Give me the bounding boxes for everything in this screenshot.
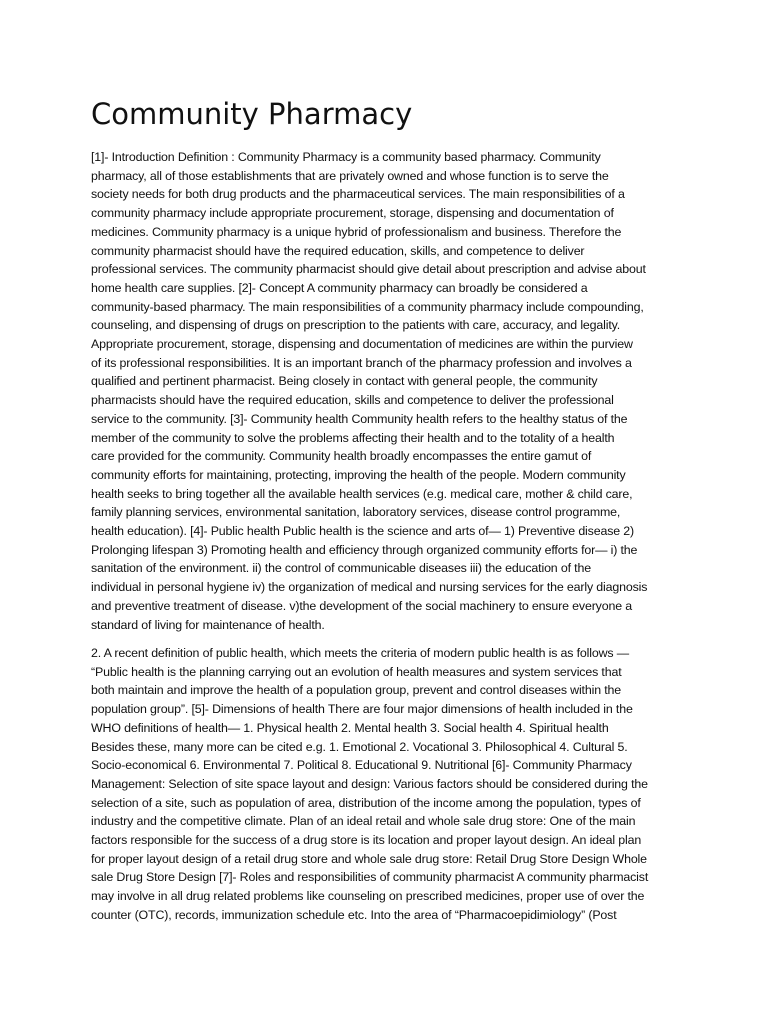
text-line: professional services. The community pharmacist should give detail about prescription and advise about [91, 262, 646, 277]
text-line: society needs for both drug products and the pharmaceutical services. The main responsibilities of a [91, 187, 625, 202]
text-line: community efforts for maintaining, protecting, improving the health of the people. Modern community [91, 467, 626, 482]
text-line: for proper layout design of a retail drug store and whole sale drug store: Retail Drug Store Design Whole [91, 851, 647, 866]
text-line: qualified and pertinent pharmacist. Being closely in contact with general people, the community [91, 374, 598, 389]
text-line: member of the community to solve the problems affecting their health and to the totality of a health [91, 430, 615, 445]
text-line: counter (OTC), records, immunization schedule etc. Into the area of “Pharmacoepidimiology” (Post [91, 907, 617, 922]
text-line: sanitation of the environment. ii) the control of communicable diseases iii) the education of the [91, 561, 591, 576]
text-line: medicines. Community pharmacy is a unique hybrid of professionalism and business. Therefore the [91, 224, 622, 239]
text-line: care provided for the community. Community health broadly encompasses the entire gamut of [91, 449, 592, 464]
text-line: community pharmacy include appropriate procurement, storage, dispensing and documentation of [91, 206, 614, 221]
text-line: selection of a site, such as population of area, distribution of the income among the population, types of [91, 795, 641, 810]
text-line: Besides these, many more can be cited e.g. 1. Emotional 2. Vocational 3. Philosophical 4. Cultural 5. [91, 739, 628, 754]
paragraph-1 [91, 148, 685, 634]
text-line: “Public health is the planning carrying out an evolution of health measures and system services that [91, 664, 622, 679]
text-line: Management: Selection of site space layout and design: Various factors should be considered during the [91, 776, 648, 791]
text-line: Appropriate procurement, storage, dispensing and documentation of medicines are within the purview [91, 337, 633, 352]
text-line: both maintain and improve the health of a population group, prevent and control diseases within the [91, 683, 622, 698]
text-line: home health care supplies. [2]- Concept A community pharmacy can broadly be considered a [91, 280, 588, 295]
text-line: counseling, and dispensing of drugs on prescription to the patients with care, accuracy, and legality. [91, 318, 621, 333]
text-line: 2. A recent definition of public health, which meets the criteria of modern public health is as follows — [91, 646, 629, 660]
text-line: pharmacy, all of those establishments that are privately owned and whose function is to serve the [91, 168, 609, 183]
text-line: community pharmacist should have the required education, skills, and competence to deliver [91, 243, 585, 258]
document-title: Community Pharmacy [91, 97, 413, 131]
text-line: Prolonging lifespan 3) Promoting health and efficiency through organized community efforts for— i) the [91, 542, 638, 557]
text-line: industry and the competitive climate. Plan of an ideal retail and whole sale drug store: One of the main [91, 814, 636, 829]
text-line: of its professional responsibilities. It is an important branch of the pharmacy profession and involves a [91, 355, 632, 370]
text-line: [1]- Introduction Definition : Community Pharmacy is a community based pharmacy. Community [91, 150, 601, 164]
text-line: standard of living for maintenance of health. [91, 617, 325, 632]
text-line: pharmacists should have the required education, skills and competence to deliver the professional [91, 393, 614, 408]
text-line: health education). [4]- Public health Public health is the science and arts of— 1) Preventive disease 2) [91, 524, 634, 539]
text-line: population group”. [5]- Dimensions of health There are four major dimensions of health included in the [91, 702, 633, 717]
text-line: factors responsible for the success of a drug store is its location and proper layout design. An ideal plan [91, 833, 642, 848]
text-line: sale Drug Store Design [7]- Roles and responsibilities of community pharmacist A community pharmacist [91, 870, 649, 885]
text-line: Socio-economical 6. Environmental 7. Political 8. Educational 9. Nutritional [6]- Community Pharmacy [91, 758, 632, 773]
text-line: health seeks to bring together all the available health services (e.g. medical care, mother & child care, [91, 486, 633, 501]
text-line: WHO definitions of health— 1. Physical health 2. Mental health 3. Social health 4. Spiritual health [91, 720, 609, 735]
text-line: family planning services, environmental sanitation, laboratory services, disease control programme, [91, 505, 621, 520]
text-line: service to the community. [3]- Community health Community health refers to the healthy status of the [91, 411, 628, 426]
text-line: individual in personal hygiene iv) the organization of medical and nursing services for the early diagnosis [91, 580, 648, 595]
text-line: community-based pharmacy. The main responsibilities of a community pharmacy include compounding, [91, 299, 644, 314]
text-line: may involve in all drug related problems like counseling on prescribed medicines, proper use of over the [91, 889, 645, 904]
text-line: and preventive treatment of disease. v)the development of the social machinery to ensure everyone a [91, 598, 632, 613]
paragraph-2 [91, 644, 685, 925]
